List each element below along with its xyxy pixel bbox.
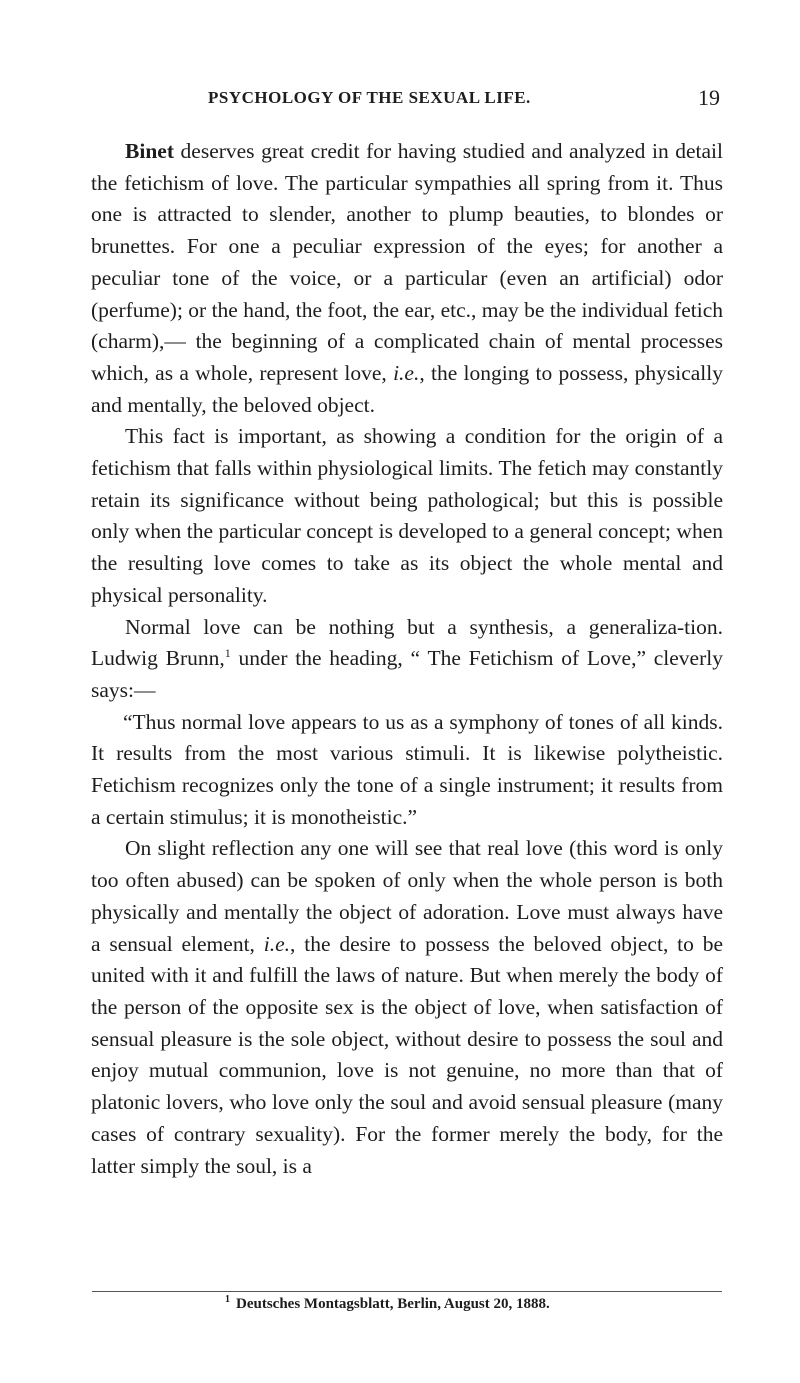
page-number: 19 (698, 85, 720, 110)
italic-abbreviation: i.e. (393, 360, 420, 385)
footnote-marker: 1 (225, 1294, 230, 1305)
body-text (91, 136, 723, 1182)
paragraph-binet (91, 136, 723, 421)
footnote (225, 1296, 550, 1313)
paragraph-quotation: “Thus normal love appears to us as a symphony of tones of all kinds. It results from the most various stimuli. It is likewise polytheistic. Fetichism recognizes only the tone of a single instrument; it results from a certain stimulus; it is monotheistic.” (91, 709, 723, 829)
footnote-divider (92, 1291, 722, 1292)
footnote-text: Deutsches Montagsblatt, Berlin, August 20, 1888. (236, 1296, 550, 1312)
paragraph-normal-love (91, 612, 723, 707)
footnote-reference[interactable]: 1 (224, 646, 231, 661)
italic-abbreviation: i.e. (263, 931, 291, 956)
paragraph-text: Normal love can be nothing but a synthesis, a generaliza-tion. Ludwig Brunn, (91, 614, 723, 671)
running-title: PSYCHOLOGY OF THE SEXUAL LIFE. (208, 88, 531, 107)
paragraph-text-tail: under the heading, “ The Fetichism of Love,” cleverly says:— (91, 646, 723, 702)
paragraph-reflection (91, 833, 723, 1182)
paragraph-text-tail: , the longing to possess, physically and mentally, the beloved object. (91, 360, 723, 417)
paragraph-text: deserves great credit for having studied and analyzed in detail the fetichism of love. The particular sympathies all spring from it. Thus one is attracted to slender, another to plump beauties, to blondes or brunettes. For one a peculiar expression of the eyes; for another a peculiar tone of the voice, or a particular (even an artificial) odor (perfume); or the hand, the foot, the ear, etc., may be the individual fetich (charm),— the beginning of a complicated chain of mental processes which, as a whole, represent love, (91, 139, 723, 385)
paragraph-text: On slight reflection any one will see that real love (this word is only too often abused) can be spoken of only when the whole person is both physically and mentally the object of adoration. Love must always have a sensual element, (91, 836, 723, 956)
paragraph-lead-word: Binet (125, 139, 174, 163)
paragraph-text-tail: , the desire to possess the beloved object, to be united with it and fulfill the laws of nature. But when merely the body of the person of the opposite sex is the object of love, when satisfaction of sensual pleasure is the sole object, without desire to possess the soul and enjoy mutual communion, love is not genuine, no more than that of platonic lovers, who love only the soul and avoid sensual pleasure (many cases of contrary sexuality). For the former merely the body, for the latter simply the soul, is a (91, 931, 723, 1178)
running-header (92, 85, 720, 116)
paragraph-fact: This fact is important, as showing a condition for the origin of a fetichism that falls within physiological limits. The fetich may constantly retain its significance without being pathological; but this is possible only when the particular concept is developed to a general concept; when the resulting love comes to take as its object the whole mental and physical personality. (91, 424, 723, 607)
